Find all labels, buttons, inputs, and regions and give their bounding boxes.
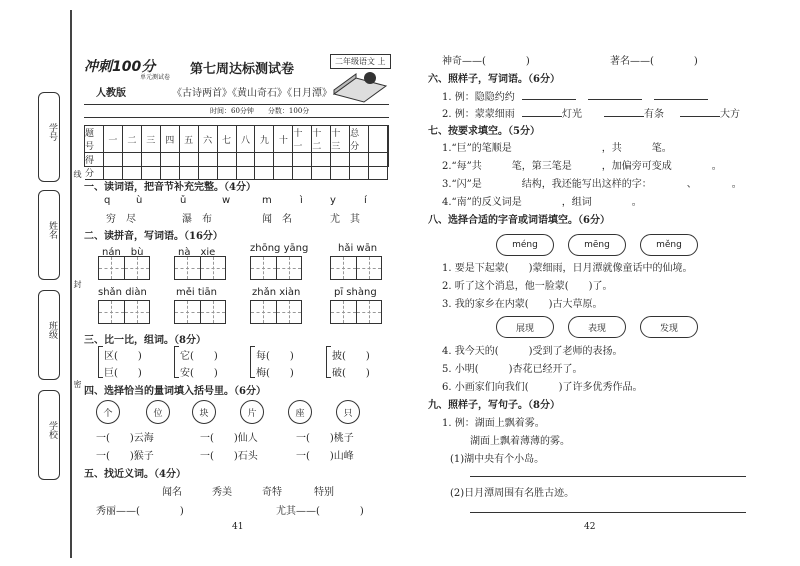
q4-item-4: 一( )猴子 — [96, 451, 154, 462]
q2-writing-box-8[interactable] — [330, 300, 382, 324]
q9-example-answer: 湖面上飘着薄薄的雾。 — [470, 436, 570, 447]
q4-option-3[interactable]: 块 — [192, 400, 216, 424]
grade-badge: 二年级语文 上 — [330, 54, 391, 69]
q3-brace-2 — [174, 346, 179, 378]
q1-word-2: 瀑 布 — [182, 214, 212, 225]
q4-option-2[interactable]: 位 — [146, 400, 170, 424]
q1-word-3: 闻 名 — [262, 214, 292, 225]
q8-line-2: 2. 听了这个消息，他一脸蒙( )了。 — [442, 281, 613, 292]
q3-item-3: 每( ) — [256, 351, 294, 362]
q4-item-3: 一( )桃子 — [296, 433, 354, 444]
score-header-cell: 六 — [199, 126, 218, 153]
score-header-cell: 七 — [218, 126, 237, 153]
student-id-box — [38, 92, 60, 182]
score-header-cell: 总分 — [350, 126, 369, 153]
score-header-cell: 十三 — [331, 126, 350, 153]
q2-pinyin-8: pī shàng — [334, 287, 377, 298]
q3-brace-3 — [250, 346, 255, 378]
header-rule-top — [84, 104, 389, 105]
q9-answer-line-2[interactable] — [470, 512, 746, 513]
q9-title: 九、照样子，写句子。（8分） — [428, 400, 560, 411]
right-pair-2: 著名——( ) — [610, 56, 698, 67]
score-header-cell: 十二 — [312, 126, 331, 153]
q1-pinyin-2: ù — [136, 195, 143, 206]
score-cell[interactable] — [218, 153, 237, 180]
q2-pinyin-2: nà xie — [178, 247, 216, 258]
q8-line-4: 4. 我今天的( )受到了老师的表扬。 — [442, 346, 623, 357]
q2-title: 二、读拼音，写词语。（16分） — [84, 231, 223, 242]
q8-line-3: 3. 我的家乡在内蒙( )古大草原。 — [442, 299, 603, 310]
score-header-cell: 十一 — [293, 126, 312, 153]
q6-word-3: 大方 — [720, 109, 740, 120]
q2-pinyin-3: zhōng yāng — [250, 243, 309, 254]
q1-word-1: 穷 尽 — [106, 214, 136, 225]
q8-cloud-6: 发现 — [640, 316, 698, 338]
q8-line-6: 6. 小画家们向我们( )了许多优秀作品。 — [442, 382, 643, 393]
score-header-cell — [369, 126, 388, 153]
score-cell[interactable] — [274, 153, 293, 180]
score-header-cell: 三 — [142, 126, 161, 153]
q2-pinyin-6: měi tiān — [176, 287, 218, 298]
q8-line-5: 5. 小明( )杏花已经开了。 — [442, 364, 583, 375]
q5-word-2: 秀美 — [212, 487, 232, 498]
q4-item-1: 一( )云海 — [96, 433, 154, 444]
q6-blank-6[interactable] — [680, 116, 720, 117]
q4-item-6: 一( )山峰 — [296, 451, 354, 462]
q9-example: 1. 例：湖面上飘着雾。 — [442, 418, 545, 429]
score-cell[interactable] — [369, 153, 388, 180]
q1-pinyin-6: ì — [300, 195, 303, 206]
q1-pinyin-7: y — [330, 195, 336, 206]
q2-pinyin-7: zhǎn xiàn — [252, 287, 301, 298]
q5-pair-2: 尤其——( ) — [276, 506, 364, 517]
q6-blank-4[interactable] — [522, 116, 562, 117]
q8-cloud-5: 表现 — [568, 316, 626, 338]
class-label: 班级 — [47, 321, 57, 339]
q8-cloud-1: méng — [496, 234, 554, 256]
score-cell[interactable] — [104, 153, 123, 180]
q3-item-4: 披( ) — [332, 351, 370, 362]
q1-pinyin-8: í — [364, 195, 367, 206]
q4-option-4[interactable]: 片 — [240, 400, 264, 424]
q2-writing-box-2[interactable] — [174, 256, 226, 280]
school-label: 学校 — [47, 421, 57, 439]
score-header-cell: 五 — [180, 126, 199, 153]
score-header-cell: 二 — [123, 126, 142, 153]
q7-title: 七、按要求填空。（5分） — [428, 126, 540, 137]
student-id-label: 学号 — [47, 123, 57, 141]
q1-pinyin-4: w — [222, 195, 231, 206]
q7-line-3: 3.“闪”是 结构，我还能写出这样的字： 、 。 — [442, 179, 742, 190]
q2-writing-box-4[interactable] — [330, 256, 382, 280]
brand-sub: 单元测试卷 — [140, 74, 171, 81]
score-header-cell: 九 — [255, 126, 274, 153]
q6-blank-2[interactable] — [588, 99, 642, 100]
score-table — [84, 125, 389, 179]
score-row-label: 得分 — [85, 153, 104, 180]
score-cell[interactable] — [180, 153, 199, 180]
q1-pinyin-3: ǔ — [180, 195, 187, 206]
class-box — [38, 290, 60, 380]
score-header-cell: 题号 — [85, 126, 104, 153]
page-number-right: 42 — [584, 522, 596, 532]
q5-pair-1: 秀丽——( ) — [96, 506, 184, 517]
q4-item-2: 一( )仙人 — [200, 433, 258, 444]
q9-line-1: (1)湖中央有个小岛。 — [450, 454, 545, 465]
q2-writing-box-6[interactable] — [174, 300, 226, 324]
q5-title: 五、找近义词。（4分） — [84, 469, 186, 480]
score-header-cell: 八 — [237, 126, 256, 153]
q3-item-1: 区( ) — [104, 351, 142, 362]
q5-word-1: 闻名 — [162, 487, 182, 498]
right-pair-1: 神奇——( ) — [442, 56, 530, 67]
q6-example-1: 1. 例：隐隐约约 — [442, 92, 515, 103]
q2-pinyin-4: hǎi wān — [338, 243, 378, 254]
score-cell[interactable] — [331, 153, 350, 180]
q2-writing-box-5[interactable] — [98, 300, 150, 324]
score-header-cell: 四 — [161, 126, 180, 153]
name-label: 姓名 — [47, 221, 57, 239]
q1-pinyin-5: m — [262, 195, 272, 206]
q6-title: 六、照样子，写词语。（6分） — [428, 74, 560, 85]
q4-option-6[interactable]: 只 — [336, 400, 360, 424]
school-box — [38, 390, 60, 480]
q2-pinyin-5: shǎn diàn — [98, 287, 147, 298]
q8-title: 八、选择合适的字音或词语填空。（6分） — [428, 215, 610, 226]
q4-item-5: 一( )石头 — [200, 451, 258, 462]
page-title: 第七周达标测试卷 — [190, 62, 295, 77]
q2-writing-box-7[interactable] — [250, 300, 302, 324]
q6-blank-5[interactable] — [604, 116, 644, 117]
score-cell[interactable] — [350, 153, 369, 180]
score-cell[interactable] — [293, 153, 312, 180]
cut-mark-1: 线 — [73, 170, 82, 178]
q1-title: 一、读词语，把音节补充完整。（4分） — [84, 182, 256, 193]
name-box — [38, 190, 60, 280]
q7-line-1: 1.“巨”的笔顺是 ，共 笔。 — [442, 143, 672, 154]
q2-writing-box-3[interactable] — [250, 256, 302, 280]
q8-cloud-3: měng — [640, 234, 698, 256]
score-cell[interactable] — [161, 153, 180, 180]
q4-option-1[interactable]: 个 — [96, 400, 120, 424]
q4-option-5[interactable]: 座 — [288, 400, 312, 424]
q8-cloud-2: mēng — [568, 234, 626, 256]
q3-item-8: 破( ) — [332, 368, 370, 379]
score-cell[interactable] — [255, 153, 274, 180]
q2-writing-box-1[interactable] — [98, 256, 150, 280]
cut-mark-3: 密 — [73, 380, 82, 388]
page-number-left: 41 — [232, 522, 244, 532]
q8-line-1: 1. 要是下起蒙( )蒙细雨，日月潭就像童话中的仙境。 — [442, 263, 693, 274]
q1-word-4: 尤 其 — [330, 214, 360, 225]
q3-brace-1 — [98, 346, 103, 378]
score-cell[interactable] — [237, 153, 256, 180]
q3-title: 三、比一比，组词。（8分） — [84, 335, 206, 346]
exam-meta: 时间：60分钟 分数：100分 — [210, 107, 310, 115]
q9-answer-line-1[interactable] — [470, 476, 746, 477]
q6-word-2: 有条 — [644, 109, 664, 120]
q6-blank-1[interactable] — [522, 99, 576, 100]
edition-label: 人教版 — [96, 88, 126, 99]
score-cell[interactable] — [312, 153, 331, 180]
q6-word-1: 灯光 — [562, 109, 582, 120]
q3-item-6: 安( ) — [180, 368, 218, 379]
q2-pinyin-1: nán bù — [102, 247, 144, 258]
brand-logo: 冲刺100分 — [84, 59, 156, 75]
q6-blank-3[interactable] — [654, 99, 708, 100]
subtitle: 《古诗两首》《黄山奇石》《日月潭》 — [172, 88, 332, 99]
q6-example-2: 2. 例：蒙蒙细雨 — [442, 109, 515, 120]
q9-line-2: (2)日月潭周围有名胜古迹。 — [450, 488, 575, 499]
q8-cloud-4: 展现 — [496, 316, 554, 338]
q4-title: 四、选择恰当的量词填入括号里。（6分） — [84, 386, 266, 397]
score-header-cell: 一 — [104, 126, 123, 153]
q7-line-2: 2.“每”共 笔，第三笔是 ，加偏旁可变成 。 — [442, 161, 722, 172]
score-cell[interactable] — [199, 153, 218, 180]
score-cell[interactable] — [142, 153, 161, 180]
q3-item-5: 巨( ) — [104, 368, 142, 379]
header-rule-bottom — [84, 117, 389, 118]
book-illustration-icon — [330, 64, 390, 104]
q5-word-3: 奇特 — [262, 487, 282, 498]
score-header-cell: 十 — [274, 126, 293, 153]
q3-item-2: 它( ) — [180, 351, 218, 362]
q3-brace-4 — [326, 346, 331, 378]
q3-item-7: 梅( ) — [256, 368, 294, 379]
q1-pinyin-1: q — [104, 195, 111, 206]
q5-word-4: 特别 — [314, 487, 334, 498]
cut-mark-2: 封 — [73, 280, 82, 288]
q7-line-4: 4.“南”的反义词是 ，组词 。 — [442, 197, 642, 208]
score-cell[interactable] — [123, 153, 142, 180]
